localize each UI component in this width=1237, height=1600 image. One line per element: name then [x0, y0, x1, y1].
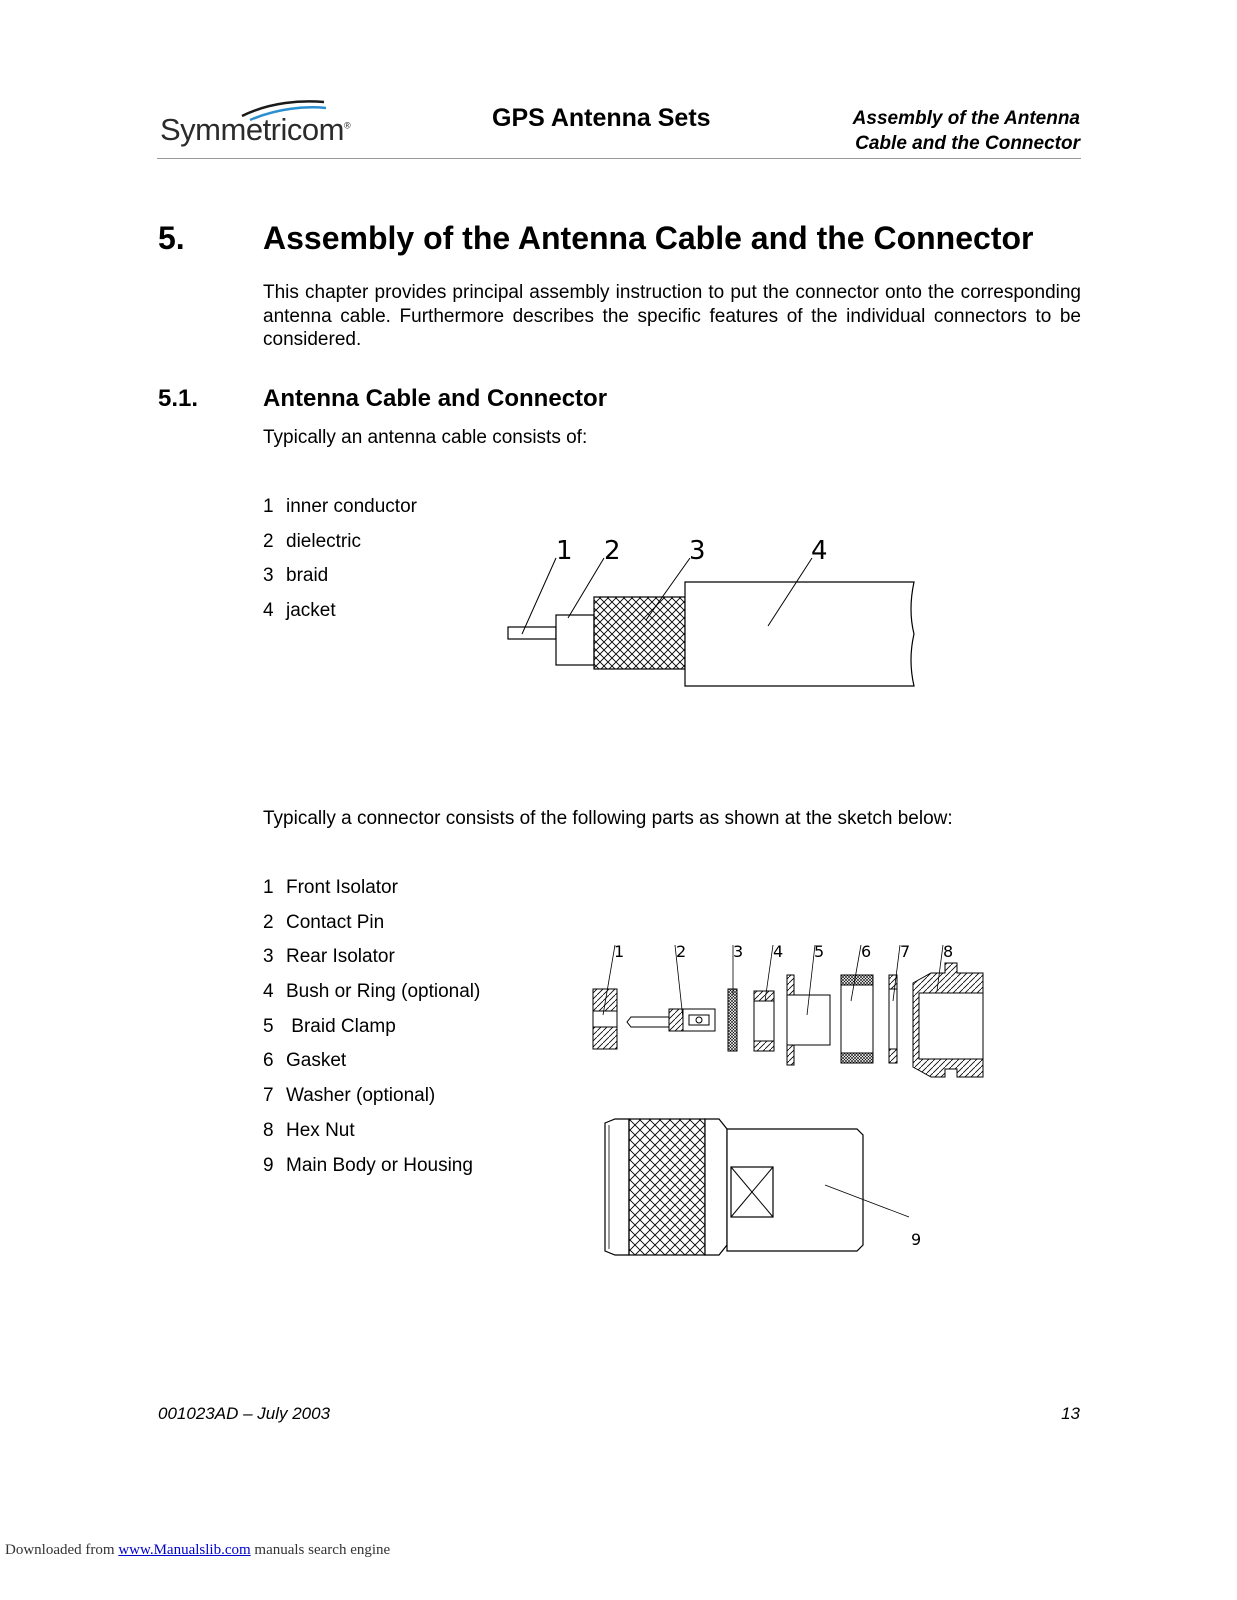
cable-label-1: 1	[556, 536, 573, 566]
connector-label-1: 1	[614, 942, 625, 961]
section-intro: This chapter provides principal assembly instruction to put the connector onto the corresponding antenna cable. Furthermore describes the specific features of the individual connectors to be considered.	[263, 282, 1081, 350]
jacket-shape	[685, 582, 914, 686]
list-item: 3 braid	[263, 565, 329, 587]
company-logo	[160, 112, 350, 148]
list-item: 8 Hex Nut	[263, 1119, 355, 1141]
subsection-title: Antenna Cable and Connector	[263, 385, 608, 412]
header-chapter	[853, 106, 1080, 156]
connector-label-3: 3	[733, 942, 744, 961]
page-number: 13	[1061, 1404, 1080, 1423]
list-item: 1 inner conductor	[263, 496, 417, 517]
connector-parts-list	[263, 877, 480, 1189]
list-item: 4 jacket	[263, 600, 336, 622]
connector-label-4: 4	[773, 942, 784, 961]
manualslib-link[interactable]: www.Manualslib.com	[118, 1542, 251, 1558]
list-item: 7 Washer (optional)	[263, 1085, 436, 1107]
logo-wordmark: Symmetricom	[160, 112, 344, 147]
header-chapter-line-2: Cable and the Connector	[855, 133, 1080, 154]
connector-label-5: 5	[814, 942, 825, 961]
section-number: 5.	[158, 220, 185, 256]
registered-mark: ®	[343, 120, 351, 131]
dielectric-shape	[556, 615, 594, 665]
connector-diagram	[585, 935, 995, 1265]
cable-label-3: 3	[689, 536, 706, 566]
list-item: 2 dielectric	[263, 530, 361, 552]
download-note: Downloaded from www.Manualslib.com manuals search engine	[5, 1542, 391, 1558]
header-chapter-line-1: Assembly of the Antenna	[852, 108, 1080, 129]
connector-label-8: 8	[943, 942, 954, 961]
list-item: 1 Front Isolator	[263, 877, 398, 898]
section-title: Assembly of the Antenna Cable and the Connector	[263, 220, 1034, 256]
cable-label-4: 4	[811, 536, 828, 566]
cable-diagram	[500, 530, 930, 700]
braid-shape	[594, 597, 685, 669]
list-item: 9 Main Body or Housing	[263, 1154, 473, 1176]
list-item: 2 Contact Pin	[263, 911, 385, 933]
list-item: 4 Bush or Ring (optional)	[263, 981, 481, 1003]
header-divider	[157, 158, 1081, 159]
connector-intro: Typically a connector consists of the following parts as shown at the sketch below:	[263, 808, 953, 829]
connector-label-2: 2	[676, 942, 687, 961]
cable-intro: Typically an antenna cable consists of:	[263, 427, 588, 448]
cable-label-2: 2	[604, 536, 621, 566]
subsection-number: 5.1.	[158, 385, 199, 412]
list-item: 5 Braid Clamp	[263, 1015, 396, 1037]
list-item: 6 Gasket	[263, 1050, 347, 1072]
connector-label-9: 9	[911, 1230, 922, 1249]
document-id: 001023AD – July 2003	[158, 1404, 331, 1423]
connector-label-6: 6	[861, 942, 872, 961]
inner-conductor-shape	[508, 627, 556, 639]
connector-label-7: 7	[900, 942, 911, 961]
cable-parts-list	[263, 496, 417, 635]
header-title: GPS Antenna Sets	[492, 104, 711, 132]
list-item: 3 Rear Isolator	[263, 946, 395, 968]
